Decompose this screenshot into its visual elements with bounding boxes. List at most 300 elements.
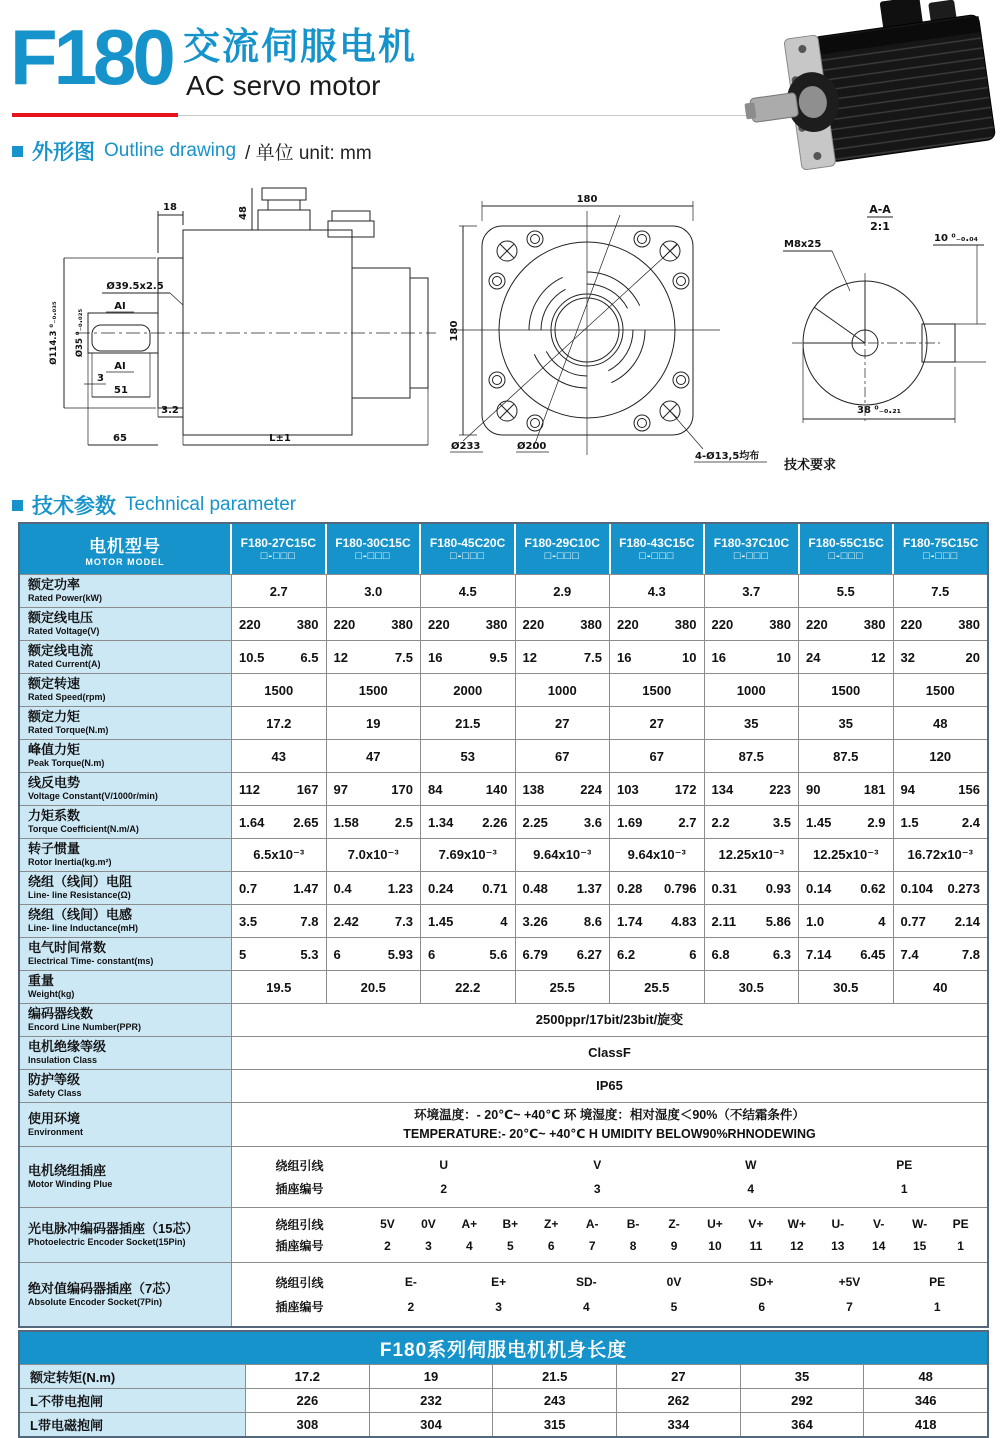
- value-b: 156: [958, 781, 980, 797]
- spec-row-12: [20, 970, 987, 1003]
- length-value: 315: [493, 1413, 617, 1436]
- value-cell: 67: [516, 740, 611, 772]
- spec-row-3: [20, 673, 987, 706]
- value-cell: [421, 872, 516, 904]
- row-label-cn: 绝对值编码器插座（7芯）: [28, 1280, 179, 1296]
- row-label-en: Voltage Constant(V/1000r/min): [28, 791, 158, 802]
- pin-value: 5: [506, 1238, 514, 1253]
- dim-51: 51: [114, 385, 128, 396]
- row-label-13: [20, 1004, 232, 1036]
- value-b: 6.45: [860, 946, 886, 962]
- row-label-cn: 防护等级: [28, 1072, 81, 1088]
- dim-18: 18: [163, 202, 177, 213]
- pin-value: B+: [502, 1217, 519, 1232]
- value-cell: [799, 872, 894, 904]
- value-cell: [232, 905, 327, 937]
- value-b: 7.5: [583, 649, 602, 665]
- row-label-19: [20, 1263, 232, 1326]
- value-cell: 25.5: [610, 971, 705, 1003]
- spec-row-14: [20, 1036, 987, 1069]
- spec-header-row: [20, 524, 987, 574]
- pin-value: 2: [440, 1181, 448, 1196]
- value-b: 1.23: [387, 880, 413, 896]
- value-b: 6.3: [772, 946, 791, 962]
- row-label-en: Electrical Time- constant(ms): [28, 956, 154, 967]
- model-name: F180-75C15C: [903, 536, 979, 550]
- model-order-code: □-□□□: [923, 550, 959, 562]
- value-cell: 35: [799, 707, 894, 739]
- row-label-en: Peak Torque(N.m): [28, 758, 105, 769]
- length-value: 334: [617, 1413, 741, 1436]
- row-label-en: Rated Current(A): [28, 659, 101, 670]
- pin-value: 1: [900, 1181, 908, 1196]
- row-label-en: Photoelectric Encoder Socket(15Pin): [28, 1237, 186, 1248]
- value-a: 0.31: [711, 880, 737, 896]
- value-cell: 87.5: [799, 740, 894, 772]
- value-a: 220: [711, 616, 734, 632]
- value-cell: 27: [610, 707, 705, 739]
- value-cell: 1500: [327, 674, 422, 706]
- spec-row-17: [20, 1146, 987, 1207]
- value-a: 2.25: [522, 814, 548, 830]
- pin-value: W-: [912, 1217, 928, 1232]
- pin-value: SD-: [575, 1275, 597, 1290]
- value-cell: [705, 905, 800, 937]
- length-row-label: L带电磁抱闸: [20, 1413, 246, 1436]
- value-cell: 3.0: [327, 575, 422, 607]
- row-label-cn: 线反电势: [28, 775, 81, 791]
- pin-value: 11: [749, 1238, 763, 1253]
- dim-pilot-dia: Ø114.3 ⁰₋₀.₀₃₅: [49, 301, 59, 365]
- spec-row-6: [20, 772, 987, 805]
- merged-value: 2500ppr/17bit/23bit/旋变: [535, 1012, 684, 1028]
- value-b: 4.83: [671, 913, 697, 929]
- spec-row-16: [20, 1102, 987, 1146]
- value-a: 103: [617, 781, 639, 797]
- value-b: 380: [485, 616, 508, 632]
- value-a: 6.2: [617, 946, 636, 962]
- row-label-en: Rated Speed(rpm): [28, 692, 106, 703]
- pin-value: E-: [404, 1275, 417, 1290]
- value-a: 220: [900, 616, 923, 632]
- row-label-en: Torque Coefficient(N.m/A): [28, 824, 139, 835]
- value-cell: [705, 773, 800, 805]
- value-b: 2.26: [482, 814, 508, 830]
- row-label-9: [20, 872, 232, 904]
- row-label-15: [20, 1070, 232, 1102]
- value-cell: [799, 806, 894, 838]
- row-label-1: [20, 608, 232, 640]
- value-cell: [516, 641, 611, 673]
- value-cell: 1500: [610, 674, 705, 706]
- value-a: 94: [900, 781, 915, 797]
- model-order-code: □-□□□: [733, 550, 770, 562]
- value-cell: 30.5: [705, 971, 800, 1003]
- row-label-en: Insulation Class: [28, 1055, 98, 1066]
- key-mark-bottom: AI: [114, 361, 126, 372]
- value-b: 5.86: [765, 913, 791, 929]
- value-a: 3.26: [522, 913, 548, 929]
- pin-value: 7: [588, 1238, 596, 1253]
- value-a: 220: [806, 616, 828, 632]
- value-a: 16: [617, 649, 632, 665]
- socket-line-label: 插座编号: [275, 1300, 324, 1315]
- value-cell: 35: [705, 707, 800, 739]
- pin-value: 3: [495, 1299, 502, 1314]
- tech-heading-cn: 技术参数: [32, 495, 116, 518]
- value-cell: 30.5: [799, 971, 894, 1003]
- value-cell: [705, 806, 800, 838]
- value-a: 7.4: [900, 946, 919, 962]
- row-label-18: [20, 1208, 232, 1262]
- row-label-cn: 电机绝缘等级: [28, 1039, 107, 1055]
- row-label-cn: 峰值力矩: [28, 742, 81, 758]
- length-value: 292: [741, 1389, 865, 1412]
- value-a: 10.5: [239, 649, 265, 665]
- pin-value: 15: [912, 1238, 927, 1253]
- value-cell: 87.5: [705, 740, 800, 772]
- row-label-2: [20, 641, 232, 673]
- value-b: 380: [863, 616, 886, 632]
- pin-value: Z+: [544, 1217, 559, 1232]
- value-cell: [799, 608, 894, 640]
- value-cell: 12.25x10⁻³: [705, 839, 800, 871]
- value-a: 220: [428, 616, 450, 632]
- value-cell: 6.5x10⁻³: [232, 839, 327, 871]
- value-cell: [799, 905, 894, 937]
- value-cell: 9.64x10⁻³: [516, 839, 611, 871]
- body-length-table: [18, 1330, 989, 1438]
- length-value: 364: [741, 1413, 865, 1436]
- value-b: 0.71: [482, 880, 508, 896]
- value-b: 9.5: [489, 649, 508, 665]
- model-name: F180-37C10C: [713, 536, 790, 550]
- tech-heading-en: Technical parameter: [125, 494, 297, 515]
- value-cell: 12.25x10⁻³: [799, 839, 894, 871]
- merged-value: ClassF: [588, 1045, 631, 1061]
- value-cell: 4.5: [421, 575, 516, 607]
- value-cell: 4.3: [610, 575, 705, 607]
- section-bullet-icon: [12, 146, 23, 157]
- pin-value: 1: [957, 1238, 964, 1253]
- row-label-en: Motor Winding Plue: [28, 1179, 113, 1190]
- value-cell: [705, 641, 800, 673]
- row-label-cn: 力矩系数: [28, 808, 81, 824]
- header-accent-bar: [12, 113, 178, 117]
- spec-row-1: [20, 607, 987, 640]
- row-label-cn: 重量: [28, 973, 55, 989]
- spec-row-19: [20, 1262, 987, 1326]
- value-cell: 2.7: [232, 575, 327, 607]
- pin-value: 5: [670, 1299, 678, 1314]
- value-cell: 53: [421, 740, 516, 772]
- row-label-4: [20, 707, 232, 739]
- spec-row-15: [20, 1069, 987, 1102]
- value-a: 0.28: [617, 880, 643, 896]
- model-name: F180-55C15C: [808, 536, 884, 550]
- row-label-en: Environment: [28, 1126, 84, 1137]
- value-b: 170: [391, 781, 413, 797]
- section-scale-label: 2:1: [870, 220, 890, 233]
- value-cell: 2.9: [516, 575, 611, 607]
- row-label-cn: 使用环境: [28, 1110, 81, 1126]
- value-b: 223: [769, 781, 791, 797]
- title-chinese: 交流伺服电机: [183, 26, 417, 67]
- value-b: 3.5: [772, 814, 791, 830]
- value-a: 134: [711, 781, 734, 797]
- pin-value: 9: [670, 1238, 678, 1253]
- value-cell: 1500: [232, 674, 327, 706]
- value-a: 12: [333, 649, 348, 665]
- dim-front-height: 180: [449, 320, 460, 342]
- bolt-holes: [489, 231, 689, 431]
- value-b: 2.9: [867, 814, 886, 830]
- value-cell: [327, 641, 422, 673]
- row-label-en: Weight(kg): [28, 989, 75, 1000]
- value-cell: [610, 806, 705, 838]
- value-b: 1.37: [576, 880, 602, 896]
- length-value: 308: [246, 1413, 370, 1436]
- value-b: 6.5: [300, 649, 319, 665]
- side-view-drawing: [40, 183, 440, 483]
- length-table-title: F180系列伺服电机机身长度: [20, 1332, 987, 1364]
- row-label-cn: 额定线电流: [28, 643, 94, 659]
- value-cell: 21.5: [421, 707, 516, 739]
- length-row-1: [20, 1388, 987, 1412]
- value-b: 7.5: [394, 649, 413, 665]
- row-label-5: [20, 740, 232, 772]
- outline-section-heading: [12, 136, 372, 166]
- pin-value: B-: [626, 1217, 640, 1232]
- length-value: 35: [741, 1365, 865, 1388]
- value-a: 7.14: [806, 946, 832, 962]
- pin-value: PE: [896, 1158, 913, 1173]
- value-cell: 120: [929, 748, 952, 764]
- value-cell: [232, 872, 327, 904]
- value-cell: [421, 608, 516, 640]
- value-a: 0.14: [806, 880, 832, 896]
- value-b: 5.93: [387, 946, 413, 962]
- value-cell: [421, 938, 516, 970]
- model-header-0: [232, 524, 327, 574]
- value-b: 2.4: [961, 814, 980, 830]
- value-cell: [232, 806, 327, 838]
- value-cell: 7.5: [931, 583, 950, 599]
- value-cell: [327, 608, 422, 640]
- value-cell: [705, 872, 800, 904]
- value-a: 138: [522, 781, 545, 797]
- value-cell: [799, 641, 894, 673]
- value-a: 6: [333, 946, 341, 962]
- value-b: 380: [958, 616, 980, 632]
- spec-row-11: [20, 937, 987, 970]
- spec-row-7: [20, 805, 987, 838]
- value-b: 12: [871, 649, 886, 665]
- value-cell: 47: [327, 740, 422, 772]
- motor-photo-group: [733, 0, 996, 177]
- value-cell: [327, 806, 422, 838]
- pin-value: 6: [758, 1299, 766, 1314]
- row-label-cn: 额定力矩: [28, 709, 81, 725]
- dim-3: 3: [97, 373, 104, 384]
- value-b: 380: [296, 616, 319, 632]
- value-cell: 22.2: [421, 971, 516, 1003]
- length-value: 226: [246, 1389, 370, 1412]
- pin-value: 12: [790, 1238, 804, 1253]
- value-a: 12: [522, 649, 537, 665]
- dim-shaft-dia: Ø35 ⁰₋₀.₀₂₅: [75, 308, 85, 358]
- dim-shaft-width: 38 ⁰₋₀.₂₁: [857, 405, 901, 416]
- value-cell: 7.69x10⁻³: [421, 839, 516, 871]
- value-cell: [894, 641, 988, 673]
- length-value: 48: [918, 1369, 933, 1384]
- dim-dia233: Ø233: [451, 441, 481, 452]
- row-label-cn: 电气时间常数: [28, 940, 107, 956]
- pin-value: 3: [425, 1238, 432, 1253]
- dim-m8: M8x25: [784, 239, 822, 250]
- spec-row-18: [20, 1207, 987, 1262]
- pin-value: 13: [831, 1238, 845, 1253]
- socket-line-label: 绕组引线: [275, 1275, 324, 1290]
- model-header-6: [800, 524, 895, 574]
- value-cell: 17.2: [232, 707, 327, 739]
- row-label-6: [20, 773, 232, 805]
- row-label-cn: 转子惯量: [28, 841, 81, 857]
- value-a: 0.4: [333, 880, 352, 896]
- row-label-12: [20, 971, 232, 1003]
- pin-value: 4: [747, 1181, 755, 1196]
- row-label-en: Line- line Inductance(mH): [28, 923, 139, 934]
- model-name: F180-45C20C: [429, 536, 506, 550]
- row-label-17: [20, 1147, 232, 1207]
- pin-value: 4: [466, 1238, 473, 1253]
- tech-requirements-note: 技术要求: [784, 458, 837, 473]
- value-cell: [610, 773, 705, 805]
- value-b: 4: [878, 913, 886, 929]
- dim-48: 48: [238, 206, 249, 220]
- socket-line-label: 绕组引线: [275, 1158, 324, 1173]
- model-order-code: □-□□□: [828, 550, 864, 562]
- value-a: 16: [711, 649, 726, 665]
- value-cell: [516, 905, 611, 937]
- value-b: 380: [769, 616, 791, 632]
- row-label-cn: 光电脉冲编码器插座（15芯）: [28, 1221, 199, 1237]
- spec-row-5: [20, 739, 987, 772]
- value-cell: [610, 905, 705, 937]
- value-cell: [232, 773, 327, 805]
- shaft-section-drawing: [770, 183, 1000, 483]
- model-column-header: [20, 524, 232, 574]
- value-a: 5: [239, 946, 247, 962]
- value-b: 10: [682, 649, 697, 665]
- row-label-11: [20, 938, 232, 970]
- model-order-code: □-□□□: [639, 550, 675, 562]
- value-b: 380: [674, 616, 697, 632]
- value-b: 5.6: [489, 946, 508, 962]
- row-label-3: [20, 674, 232, 706]
- model-header-2: [421, 524, 516, 574]
- value-a: 1.0: [806, 913, 825, 929]
- value-cell: [516, 608, 611, 640]
- pin-value: Z-: [668, 1217, 680, 1232]
- spec-row-10: [20, 904, 987, 937]
- value-cell: [516, 773, 611, 805]
- length-row-0: [20, 1364, 987, 1388]
- pin-value: 2: [384, 1238, 391, 1253]
- dim-32: 3.2: [161, 405, 179, 416]
- value-cell: [799, 773, 894, 805]
- value-b: 0.273: [947, 880, 980, 896]
- value-cell: 40: [933, 979, 948, 995]
- model-name: F180-43C15C: [619, 536, 695, 550]
- spec-row-4: [20, 706, 987, 739]
- row-label-cn: 电机绕组插座: [28, 1163, 107, 1179]
- length-value: 304: [370, 1413, 494, 1436]
- value-cell: 2000: [421, 674, 516, 706]
- value-cell: 9.64x10⁻³: [610, 839, 705, 871]
- pin-value: W+: [787, 1217, 807, 1232]
- value-cell: [894, 773, 988, 805]
- dim-front-width: 180: [576, 194, 598, 205]
- value-cell: [610, 608, 705, 640]
- value-b: 224: [580, 781, 602, 797]
- key-mark-top: AI: [114, 301, 126, 312]
- value-a: 6.79: [522, 946, 548, 962]
- value-cell: 1500: [799, 674, 894, 706]
- value-cell: [894, 872, 988, 904]
- row-label-16: [20, 1103, 232, 1146]
- value-cell: 1000: [705, 674, 800, 706]
- dim-thread: Ø39.5x2.5: [106, 281, 164, 292]
- value-a: 6.8: [711, 946, 730, 962]
- spec-table: [18, 522, 989, 1328]
- socket-line-label: 插座编号: [275, 1239, 324, 1254]
- value-cell: 1000: [516, 674, 611, 706]
- spec-row-13: [20, 1003, 987, 1036]
- value-b: 2.65: [293, 814, 319, 830]
- value-a: 24: [806, 649, 821, 665]
- page-title: F180: [10, 13, 172, 101]
- value-b: 167: [296, 781, 319, 797]
- value-cell: [799, 938, 894, 970]
- length-value: 232: [370, 1389, 494, 1412]
- value-cell: [232, 641, 327, 673]
- length-value: 21.5: [493, 1365, 617, 1388]
- pin-value: 0V: [666, 1275, 682, 1290]
- value-a: 220: [522, 616, 545, 632]
- front-view-drawing: [445, 183, 775, 483]
- value-cell: 16.72x10⁻³: [907, 847, 973, 862]
- row-label-en: Rated Power(kW): [28, 593, 103, 604]
- dim-65: 65: [113, 433, 127, 444]
- value-cell: [705, 608, 800, 640]
- row-label-cn: 额定功率: [28, 577, 81, 593]
- value-b: 1.47: [293, 880, 319, 896]
- value-a: 220: [617, 616, 639, 632]
- row-label-14: [20, 1037, 232, 1069]
- dim-L: L±1: [269, 433, 291, 444]
- value-cell: 5.5: [799, 575, 894, 607]
- value-b: 0.796: [663, 880, 697, 896]
- spec-row-8: [20, 838, 987, 871]
- length-value: 346: [914, 1393, 937, 1408]
- value-a: 1.5: [900, 814, 919, 830]
- pin-value: V: [593, 1158, 602, 1173]
- pin-value: PE: [952, 1217, 969, 1232]
- tech-section-heading: [12, 490, 296, 520]
- value-cell: 67: [610, 740, 705, 772]
- value-a: 220: [239, 616, 261, 632]
